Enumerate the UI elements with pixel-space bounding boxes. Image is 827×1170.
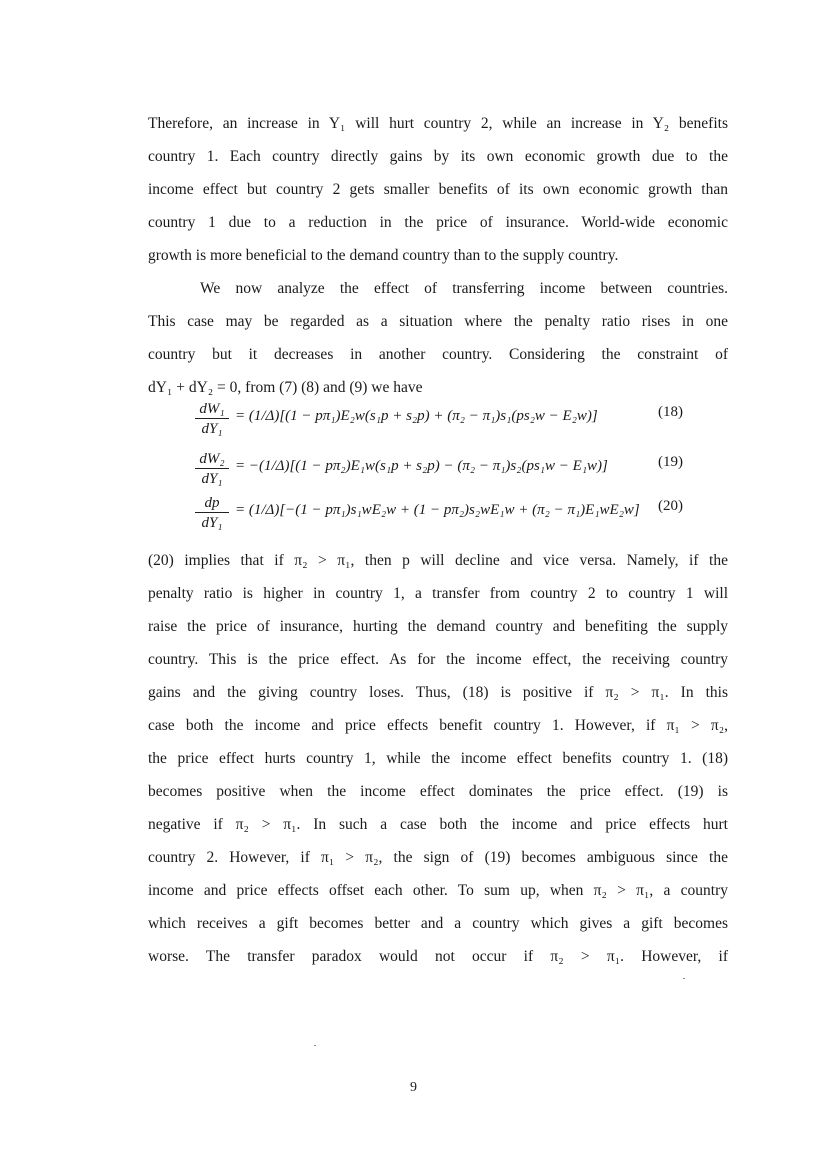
paragraph-growth-effects xyxy=(148,107,728,272)
equation-number: (19) xyxy=(658,454,683,470)
equation-rhs: = (1/Δ)[−(1 − pπ₁)s₁wE₂w + (1 − pπ₂)s₂wE₁w + (π₂ − π₁)E₁wE₂w] xyxy=(235,502,640,518)
text-line: worse. The transfer paradox would not occur if π₂ > π₁. However, if xyxy=(148,948,728,965)
text-line: Therefore, an increase in Y₁ will hurt country 2, while an increase in Y₂ benefits xyxy=(148,115,728,132)
equation-numerator: dW₁ xyxy=(195,400,229,419)
paragraph-transfer-analysis xyxy=(148,544,728,973)
equation-20 xyxy=(195,494,715,534)
scan-speck xyxy=(314,1045,316,1046)
text-line: country but it decreases in another country. Considering the constraint of xyxy=(148,346,728,363)
scan-speck xyxy=(683,978,685,979)
text-line: country 1. Each country directly gains by its own economic growth due to the xyxy=(148,148,728,165)
text-line: dY₁ + dY₂ = 0, from (7) (8) and (9) we have xyxy=(148,379,423,396)
equation-numerator: dp xyxy=(195,494,229,513)
text-line: which receives a gift becomes better and a country which gives a gift becomes xyxy=(148,915,728,932)
equation-fraction xyxy=(195,494,229,533)
text-line: country. This is the price effect. As for the income effect, the receiving country xyxy=(148,651,728,668)
text-line: raise the price of insurance, hurting the demand country and benefiting the supply xyxy=(148,618,728,635)
page-number: 9 xyxy=(410,1080,417,1095)
equation-rhs: = (1/Δ)[(1 − pπ₁)E₂w(s₁p + s₂p) + (π₂ − π₁)s₁(ps₂w − E₂w)] xyxy=(235,408,598,424)
text-line: penalty ratio is higher in country 1, a transfer from country 2 to country 1 will xyxy=(148,585,728,602)
equation-numerator: dW₂ xyxy=(195,450,229,469)
equation-18 xyxy=(195,400,715,440)
equation-denominator: dY₁ xyxy=(201,421,223,437)
text-line: income and price effects offset each other. To sum up, when π₂ > π₁, a country xyxy=(148,882,728,899)
text-line: growth is more beneficial to the demand country than to the supply country. xyxy=(148,247,619,264)
text-line: gains and the giving country loses. Thus, (18) is positive if π₂ > π₁. In this xyxy=(148,684,728,701)
text-line: negative if π₂ > π₁. In such a case both the income and price effects hurt xyxy=(148,816,728,833)
equation-19 xyxy=(195,450,715,490)
text-line: country 1 due to a reduction in the price of insurance. World-wide economic xyxy=(148,214,728,231)
text-line: This case may be regarded as a situation where the penalty ratio rises in one xyxy=(148,313,728,330)
equation-number: (20) xyxy=(658,498,683,514)
equation-fraction xyxy=(195,400,229,439)
equation-fraction xyxy=(195,450,229,489)
text-line: becomes positive when the income effect dominates the price effect. (19) is xyxy=(148,783,728,800)
equation-denominator: dY₁ xyxy=(201,515,223,531)
equation-number: (18) xyxy=(658,404,683,420)
equation-rhs: = −(1/Δ)[(1 − pπ₂)E₁w(s₁p + s₂p) − (π₂ − π₁)s₂(ps₁w − E₁w)] xyxy=(235,458,608,474)
text-line: case both the income and price effects benefit country 1. However, if π₁ > π₂, xyxy=(148,717,728,734)
text-line: country 2. However, if π₁ > π₂, the sign of (19) becomes ambiguous since the xyxy=(148,849,728,866)
text-line: (20) implies that if π₂ > π₁, then p will decline and vice versa. Namely, if the xyxy=(148,552,728,569)
text-line: income effect but country 2 gets smaller benefits of its own economic growth than xyxy=(148,181,728,198)
text-line: We now analyze the effect of transferring income between countries. xyxy=(200,280,728,297)
equation-denominator: dY₁ xyxy=(201,471,223,487)
paragraph-transfer-intro xyxy=(148,272,728,404)
text-line: the price effect hurts country 1, while the income effect benefits country 1. (18) xyxy=(148,750,728,767)
